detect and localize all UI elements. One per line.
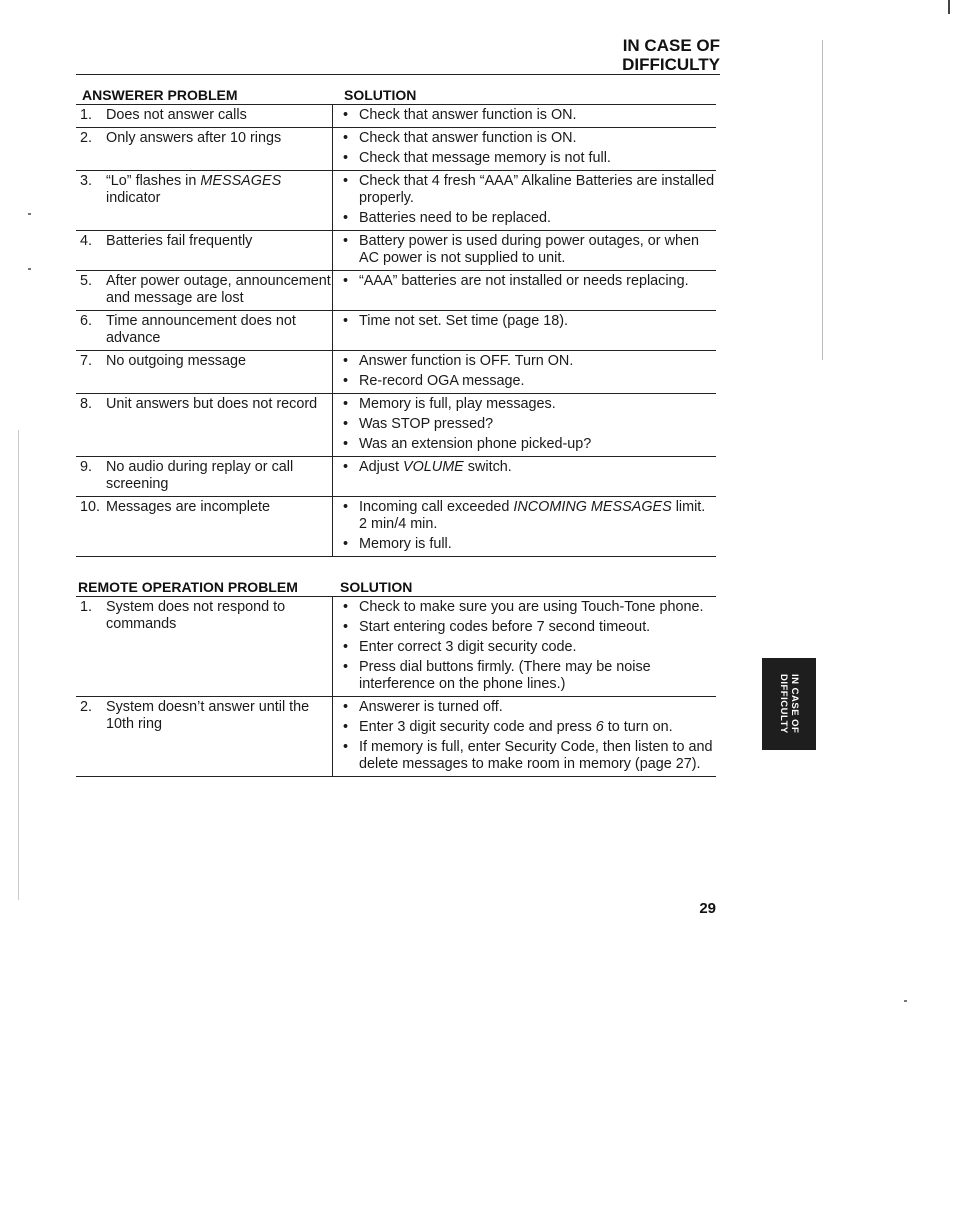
- corner-scan-mark: [948, 0, 950, 14]
- problem-number: 4.: [80, 233, 93, 249]
- header-rule: [76, 74, 720, 75]
- problem-number: 3.: [80, 173, 93, 189]
- left-margin-scan-line: [18, 430, 19, 900]
- page-header: [560, 36, 720, 74]
- table-row: [76, 457, 716, 497]
- solution-item: • Adjust VOLUME switch.: [343, 459, 716, 476]
- problem-number: 1.: [80, 107, 93, 123]
- header-title-line2: DIFFICULTY: [622, 55, 720, 74]
- answerer-table-header: [76, 86, 716, 104]
- remote-operation-table: [76, 578, 716, 777]
- side-tab-label: IN CASE OF DIFFICULTY: [778, 674, 800, 734]
- solution-cell: [333, 105, 716, 127]
- solution-cell: [333, 457, 716, 496]
- problem-cell: [76, 597, 333, 696]
- solution-list: [343, 396, 716, 453]
- solution-list: [343, 173, 716, 227]
- scan-speck: [28, 213, 31, 215]
- problem-text: System doesn’t answer until the 10th ring: [106, 699, 310, 732]
- solution-item: • Re-record OGA message.: [343, 373, 716, 390]
- solution-item: • Time not set. Set time (page 18).: [343, 313, 716, 330]
- table-row: [76, 104, 716, 128]
- problem-text: No audio during replay or call screening: [106, 459, 294, 492]
- problem-number: 10.: [80, 499, 101, 515]
- solution-cell: [333, 171, 716, 230]
- remote-solution-heading: SOLUTION: [340, 579, 413, 595]
- problem-number: 2.: [80, 699, 93, 715]
- problem-cell: [76, 351, 333, 393]
- solution-item: • Incoming call exceeded INCOMING MESSAGES limit. 2 min/4 min.: [343, 499, 716, 533]
- solution-list: [343, 273, 716, 290]
- problem-cell: [76, 311, 333, 350]
- problem-cell: [76, 497, 333, 556]
- problem-text: Does not answer calls: [106, 107, 247, 123]
- table-row: [76, 497, 716, 557]
- table-row: [76, 128, 716, 171]
- solution-cell: [333, 311, 716, 350]
- table-row: [76, 231, 716, 271]
- solution-cell: [333, 697, 716, 776]
- scan-speck: [28, 268, 31, 270]
- solution-item: • Enter correct 3 digit security code.: [343, 639, 716, 656]
- solution-list: [343, 459, 716, 476]
- solution-list: [343, 699, 716, 773]
- problem-number: 5.: [80, 273, 93, 289]
- problem-number: 2.: [80, 130, 93, 146]
- solution-cell: [333, 497, 716, 556]
- problem-text: Unit answers but does not record: [106, 396, 318, 412]
- problem-text: System does not respond to commands: [106, 599, 286, 632]
- problem-text: Time announcement does not advance: [106, 313, 296, 346]
- problem-cell: [76, 394, 333, 456]
- margin-scan-line: [822, 40, 823, 360]
- problem-text: Batteries fail frequently: [106, 233, 253, 249]
- table-row: [76, 697, 716, 777]
- solution-item: • Memory is full.: [343, 536, 716, 553]
- problem-cell: [76, 457, 333, 496]
- solution-item: • Battery power is used during power outages, or when AC power is not supplied to unit.: [343, 233, 716, 267]
- problem-cell: [76, 271, 333, 310]
- problem-cell: [76, 105, 333, 127]
- problem-number: 7.: [80, 353, 93, 369]
- problem-cell: [76, 697, 333, 776]
- answerer-problem-heading: ANSWERER PROBLEM: [82, 87, 238, 103]
- page-number: 29: [699, 900, 716, 917]
- table-row: [76, 394, 716, 457]
- problem-cell: [76, 171, 333, 230]
- solution-cell: [333, 394, 716, 456]
- solution-item: • If memory is full, enter Security Code, then listen to and delete messages to make room in memory (page 27).: [343, 739, 716, 773]
- solution-item: • Answerer is turned off.: [343, 699, 716, 716]
- header-title-line1: IN CASE OF: [622, 36, 720, 55]
- answerer-problem-table: [76, 86, 716, 557]
- problem-text: Only answers after 10 rings: [106, 130, 282, 146]
- scan-speck: [904, 1000, 907, 1002]
- problem-text: No outgoing message: [106, 353, 246, 369]
- problem-text: “Lo” flashes in MESSAGES indicator: [106, 173, 282, 206]
- answerer-solution-heading: SOLUTION: [344, 87, 417, 103]
- solution-item: • Answer function is OFF. Turn ON.: [343, 353, 716, 370]
- solution-item: • Batteries need to be replaced.: [343, 210, 716, 227]
- solution-cell: [333, 128, 716, 170]
- problem-text: Messages are incomplete: [106, 499, 270, 515]
- table-row: [76, 351, 716, 394]
- solution-item: • Check that answer function is ON.: [343, 130, 716, 147]
- solution-item: • Was STOP pressed?: [343, 416, 716, 433]
- problem-cell: [76, 231, 333, 270]
- table-row: [76, 596, 716, 697]
- table-row: [76, 311, 716, 351]
- solution-list: [343, 107, 716, 124]
- solution-list: [343, 599, 716, 693]
- problem-number: 8.: [80, 396, 93, 412]
- table-row: [76, 271, 716, 311]
- remote-table-header: [76, 578, 716, 596]
- solution-item: • Was an extension phone picked-up?: [343, 436, 716, 453]
- problem-text: After power outage, announcement and message are lost: [106, 273, 331, 306]
- section-side-tab: [762, 658, 816, 750]
- problem-cell: [76, 128, 333, 170]
- solution-cell: [333, 231, 716, 270]
- table-row: [76, 171, 716, 231]
- solution-list: [343, 499, 716, 553]
- solution-item: • Check that 4 fresh “AAA” Alkaline Batteries are installed properly.: [343, 173, 716, 207]
- solution-item: • Memory is full, play messages.: [343, 396, 716, 413]
- solution-item: • Check that answer function is ON.: [343, 107, 716, 124]
- problem-number: 1.: [80, 599, 93, 615]
- solution-item: • Check that message memory is not full.: [343, 150, 716, 167]
- solution-cell: [333, 271, 716, 310]
- solution-list: [343, 313, 716, 330]
- solution-cell: [333, 597, 716, 696]
- solution-list: [343, 233, 716, 267]
- problem-number: 6.: [80, 313, 93, 329]
- remote-problem-heading: REMOTE OPERATION PROBLEM: [78, 579, 298, 595]
- solution-list: [343, 130, 716, 167]
- solution-item: • Check to make sure you are using Touch-Tone phone.: [343, 599, 716, 616]
- solution-item: • Start entering codes before 7 second timeout.: [343, 619, 716, 636]
- problem-number: 9.: [80, 459, 93, 475]
- solution-item: • Press dial buttons firmly. (There may be noise interference on the phone lines.): [343, 659, 716, 693]
- solution-list: [343, 353, 716, 390]
- solution-item: • “AAA” batteries are not installed or needs replacing.: [343, 273, 716, 290]
- solution-cell: [333, 351, 716, 393]
- solution-item: • Enter 3 digit security code and press 6 to turn on.: [343, 719, 716, 736]
